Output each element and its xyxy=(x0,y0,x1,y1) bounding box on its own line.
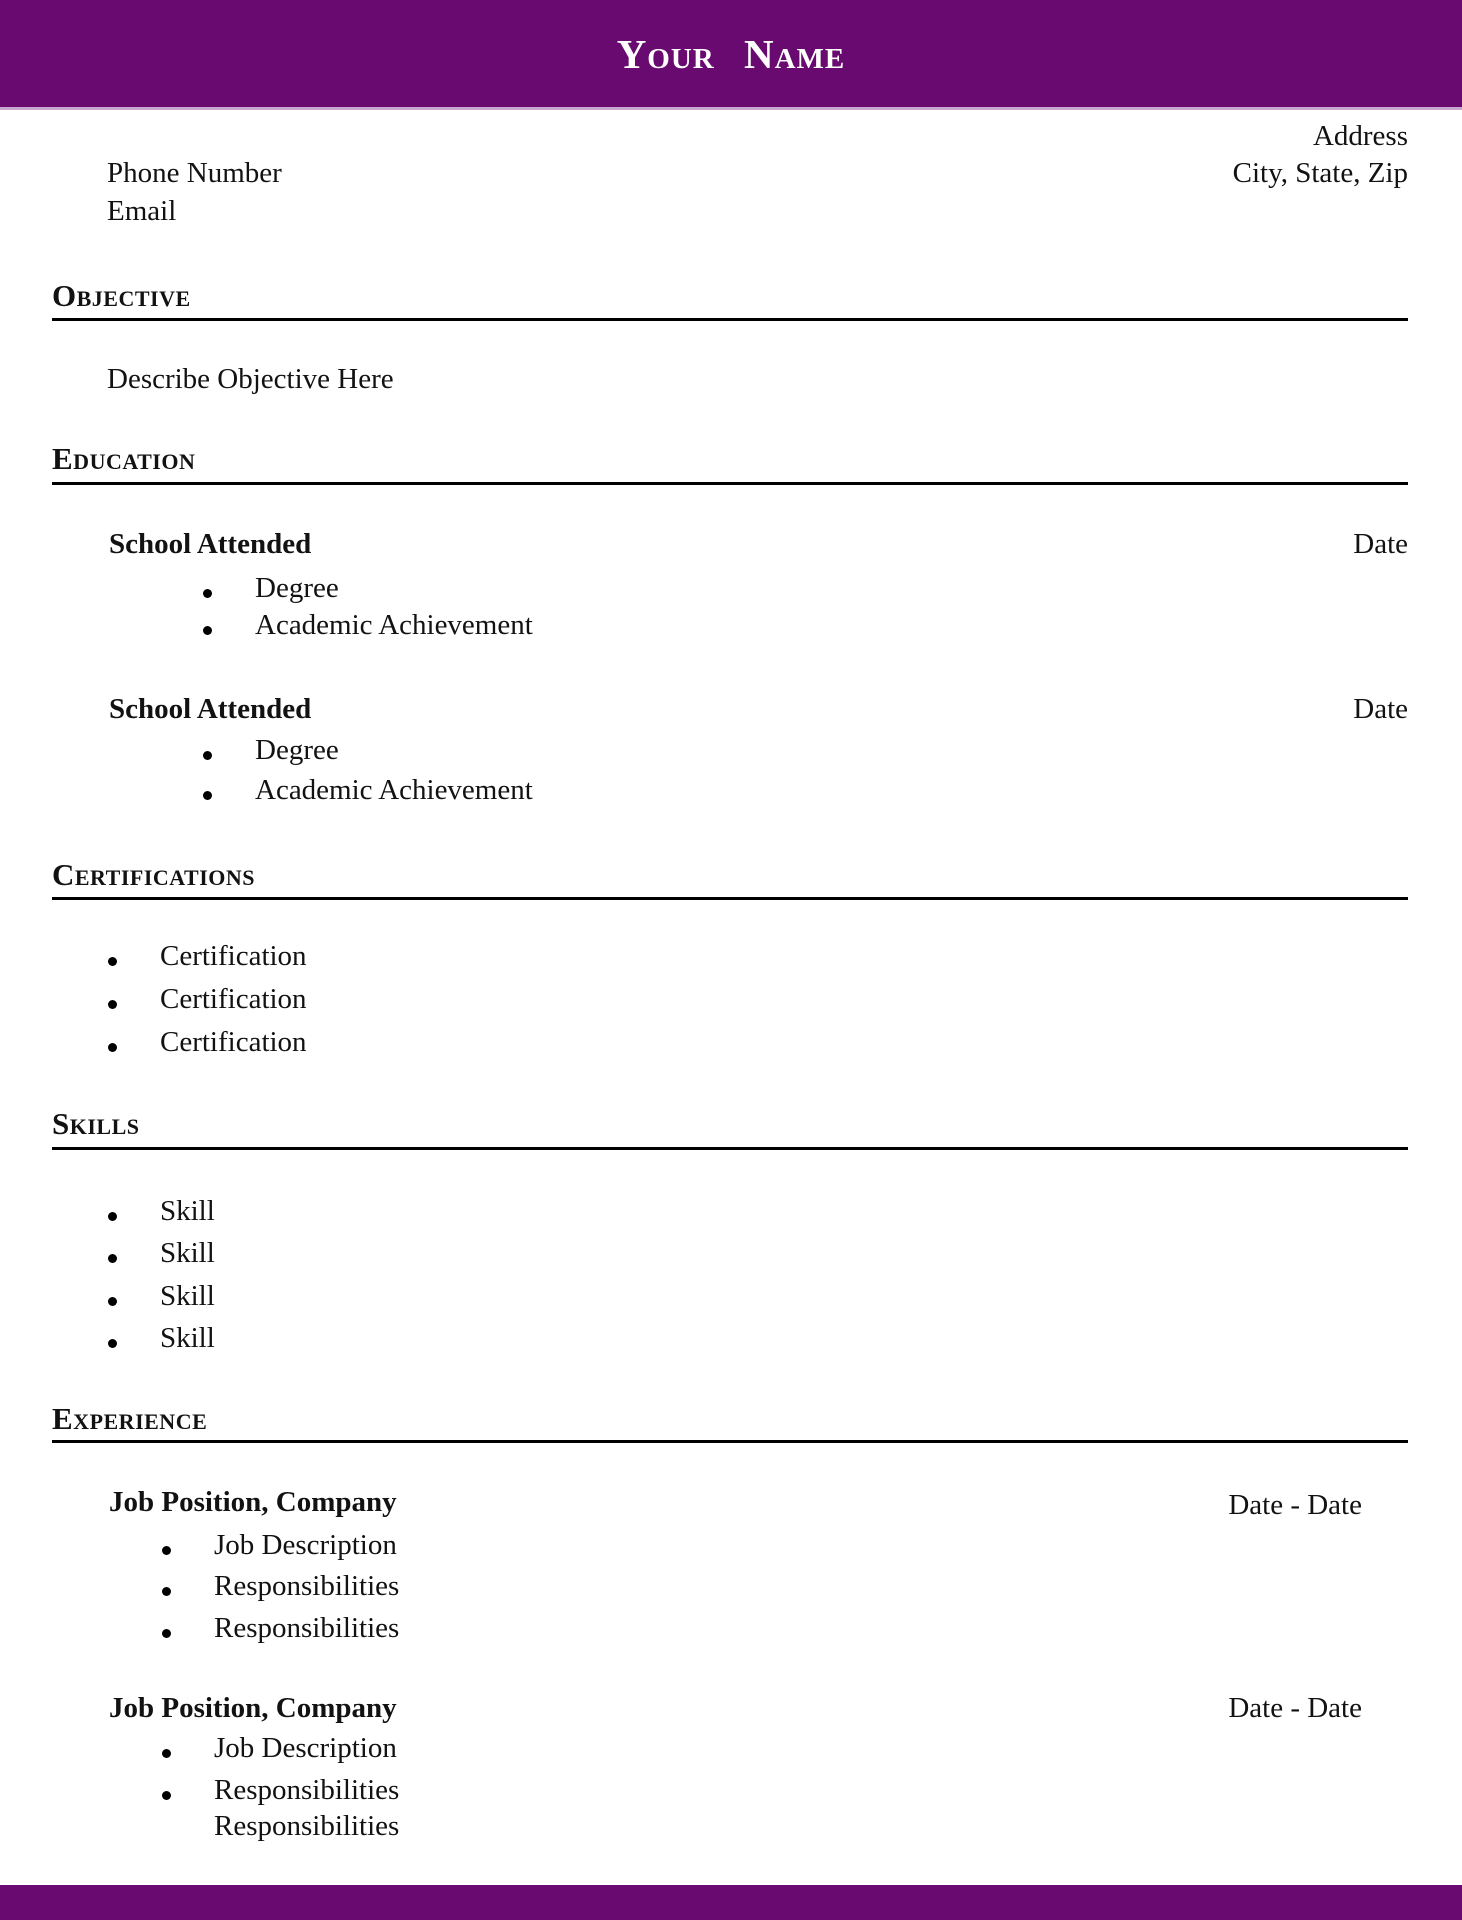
bullet-text: Academic Achievement xyxy=(255,609,533,641)
education-school: School Attended xyxy=(109,528,312,560)
education-bullet-degree xyxy=(255,570,339,606)
experience-bullet-responsibility xyxy=(214,1772,399,1808)
section-heading-education: Education xyxy=(52,441,196,476)
experience-title: Job Position, Company xyxy=(109,1486,397,1518)
certification-item xyxy=(160,938,307,974)
skill-item xyxy=(160,1320,215,1356)
bullet-text: Degree xyxy=(255,572,339,604)
education-date: Date xyxy=(1353,528,1408,560)
section-heading-experience: Experience xyxy=(52,1401,208,1436)
bullet-text: Responsibilities xyxy=(214,1612,400,1644)
experience-title: Job Position, Company xyxy=(109,1692,397,1724)
experience-bullet-description xyxy=(214,1730,397,1766)
bullet-text: Degree xyxy=(255,734,339,766)
section-heading-certifications: Certifications xyxy=(52,857,256,892)
bullet-dot xyxy=(108,1339,117,1348)
experience-date: Date - Date xyxy=(1228,1692,1362,1724)
experience-date: Date - Date xyxy=(1228,1489,1362,1521)
skill-item xyxy=(160,1235,215,1271)
page-title: Your Name xyxy=(616,30,846,77)
bullet-dot xyxy=(162,1791,171,1800)
bullet-dot xyxy=(162,1587,171,1596)
bullet-dot xyxy=(108,957,117,966)
certification-item xyxy=(160,1024,307,1060)
bullet-dot xyxy=(108,1000,117,1009)
bullet-text: Responsibilities xyxy=(214,1774,400,1806)
section-rule-objective xyxy=(52,318,1408,321)
bullet-dot xyxy=(203,589,212,598)
bullet-text: Skill xyxy=(160,1322,215,1354)
skill-item xyxy=(160,1193,215,1229)
section-rule-education xyxy=(52,482,1408,485)
certification-item xyxy=(160,981,307,1017)
experience-bullet-responsibility xyxy=(214,1568,399,1604)
footer-banner xyxy=(0,1885,1462,1920)
bullet-text: Certification xyxy=(160,983,307,1015)
bullet-dot xyxy=(162,1749,171,1758)
education-bullet-achievement xyxy=(255,772,533,808)
bullet-text: Job Description xyxy=(214,1732,397,1764)
bullet-text: Certification xyxy=(160,940,307,972)
contact-city-state-zip: City, State, Zip xyxy=(1232,157,1408,189)
skill-item xyxy=(160,1278,215,1314)
experience-bullet-responsibility xyxy=(214,1610,399,1646)
bullet-dot xyxy=(108,1297,117,1306)
bullet-dot xyxy=(108,1212,117,1221)
experience-bullet-description xyxy=(214,1527,397,1563)
bullet-text: Skill xyxy=(160,1280,215,1312)
bullet-text: Academic Achievement xyxy=(255,774,533,806)
bullet-text: Skill xyxy=(160,1237,215,1269)
bullet-dot xyxy=(162,1629,171,1638)
bullet-dot xyxy=(203,791,212,800)
experience-plain-responsibility: Responsibilities xyxy=(214,1810,400,1842)
section-heading-skills: Skills xyxy=(52,1106,140,1141)
bullet-dot xyxy=(203,751,212,760)
bullet-text: Job Description xyxy=(214,1529,397,1561)
education-bullet-degree xyxy=(255,732,339,768)
section-rule-certifications xyxy=(52,897,1408,900)
contact-address: Address xyxy=(1312,120,1408,152)
objective-text: Describe Objective Here xyxy=(107,363,394,395)
bullet-dot xyxy=(108,1254,117,1263)
section-heading-objective: Objective xyxy=(52,278,191,313)
education-date: Date xyxy=(1353,693,1408,725)
bullet-dot xyxy=(203,626,212,635)
bullet-text: Responsibilities xyxy=(214,1570,400,1602)
bullet-dot xyxy=(162,1546,171,1555)
contact-phone: Phone Number xyxy=(107,157,282,189)
education-school: School Attended xyxy=(109,693,312,725)
bullet-dot xyxy=(108,1043,117,1052)
section-rule-experience xyxy=(52,1440,1408,1443)
education-bullet-achievement xyxy=(255,607,533,643)
section-rule-skills xyxy=(52,1147,1408,1150)
contact-email: Email xyxy=(107,195,177,227)
header-banner xyxy=(0,0,1462,110)
bullet-text: Skill xyxy=(160,1195,215,1227)
bullet-text: Certification xyxy=(160,1026,307,1058)
